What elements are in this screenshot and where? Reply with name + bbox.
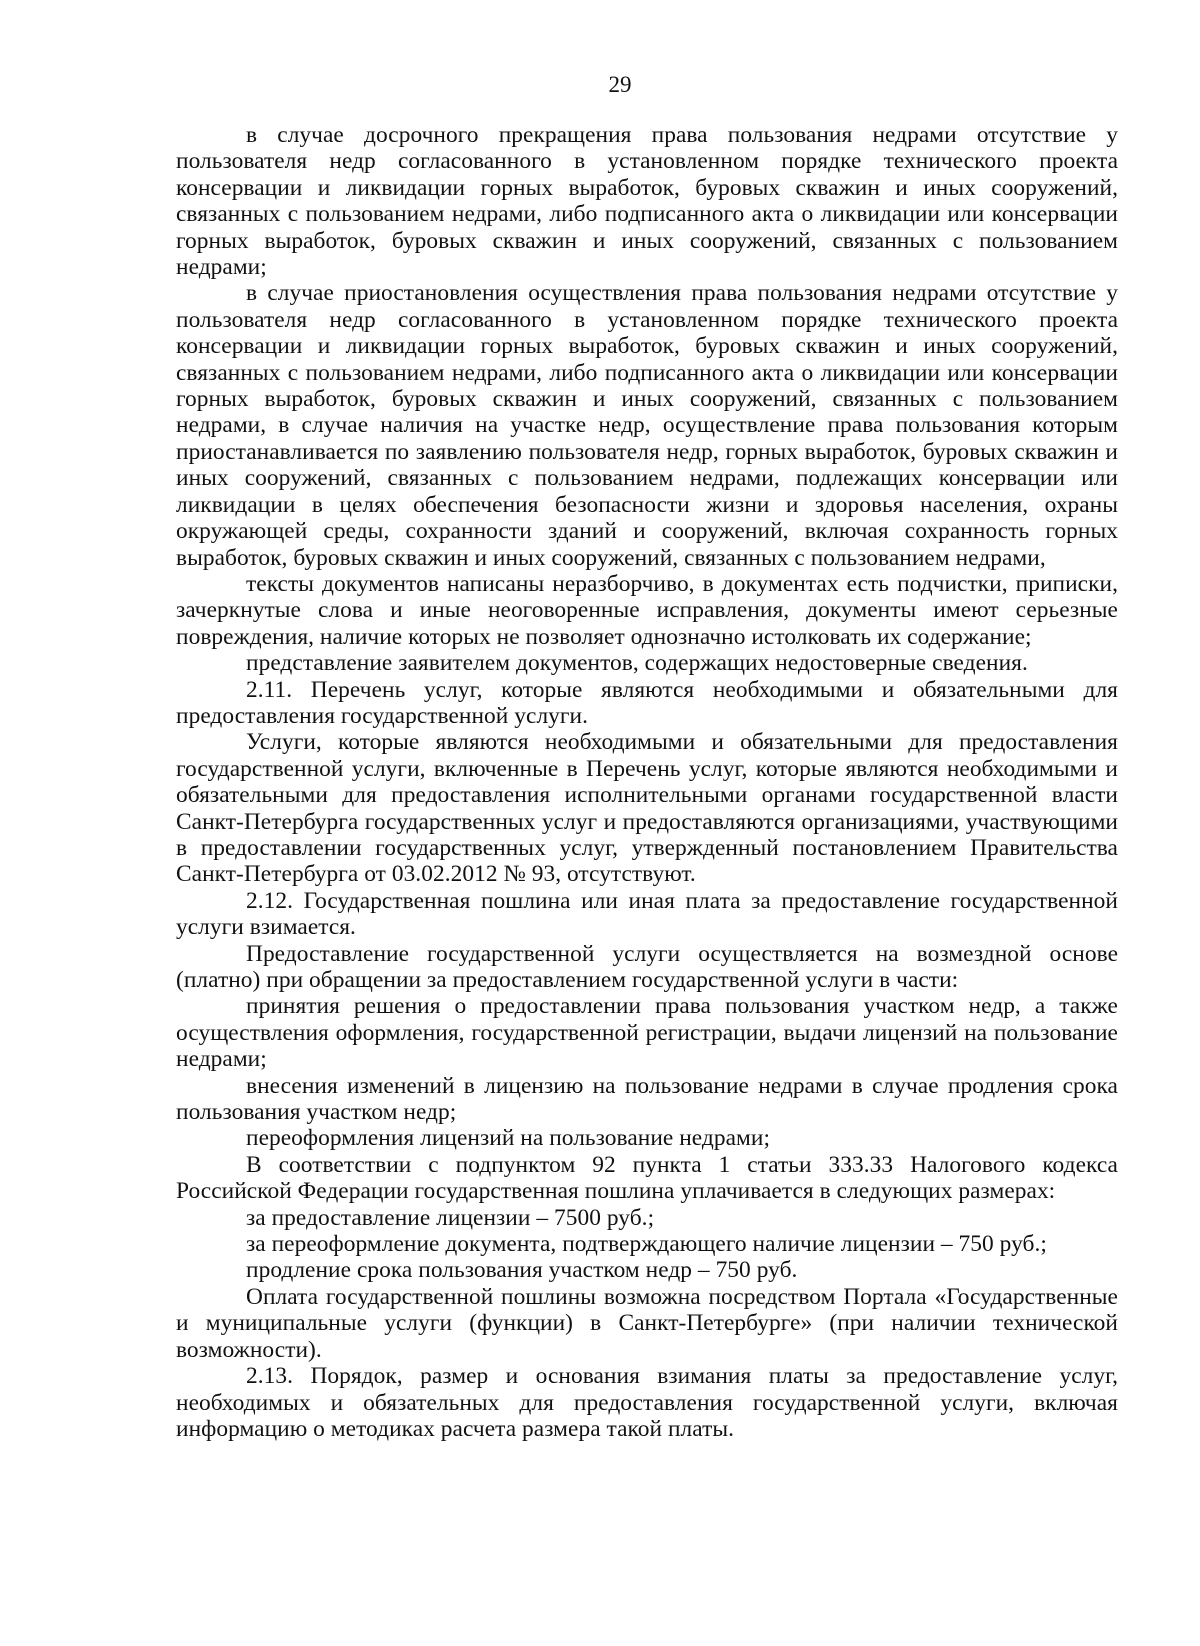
- paragraph: в случае приостановления осуществления права пользования недрами отсутствие у пользователя недр согласованного в установленном порядке технического проекта консервации и ликвидации горных выработок, буровых скважин и иных сооружений, связанных с пользованием недрами, либо подписанного акта о ликвидации или консервации горных выработок, буровых скважин и иных сооружений, связанных с пользованием недрами, в случае наличия на участке недр, осуществление права пользования которым приостанавливается по заявлению пользователя недр, горных выработок, буровых скважин и иных сооружений, связанных с пользованием недрами, подлежащих консервации или ликвидации в целях обеспечения безопасности жизни и здоровья населения, охраны окружающей среды, сохранности зданий и сооружений, включая сохранность горных выработок, буровых скважин и иных сооружений, связанных с пользованием недрами,: [176, 280, 1118, 571]
- paragraph: принятия решения о предоставлении права пользования участком недр, а также осуществления оформления, государственной регистрации, выдачи лицензий на пользование недрами;: [176, 993, 1118, 1073]
- paragraph: тексты документов написаны неразборчиво, в документах есть подчистки, приписки, зачеркнутые слова и иные неоговоренные исправления, документы имеют серьезные повреждения, наличие которых не позволяет однозначно истолковать их содержание;: [176, 570, 1118, 650]
- fee-item: продление срока пользования участком недр – 750 руб.: [246, 1257, 798, 1284]
- page-number: 29: [608, 72, 632, 97]
- paragraph: Предоставление государственной услуги осуществляется на возмездной основе (платно) при обращении за предоставлением государственной услуги в части:: [176, 940, 1118, 993]
- section-heading-2-12: 2.12. Государственная пошлина или иная плата за предоставление государственной услуги взимается.: [176, 887, 1118, 941]
- paragraph: Услуги, которые являются необходимыми и обязательными для предоставления государственной услуги, включенные в Перечень услуг, которые являются необходимыми и обязательными для предоставления исполнительными органами государственной власти Санкт-Петербурга государственных услуг и предоставляются организациями, участвующими в предоставлении государственных услуг, утвержденный постановлением Правительства Санкт-Петербурга от 03.02.2012 № 93, отсутствуют.: [176, 729, 1118, 888]
- paragraph: переоформления лицензий на пользование недрами;: [246, 1125, 771, 1152]
- paragraph: представление заявителем документов, содержащих недостоверные сведения.: [246, 650, 1028, 677]
- paragraph: в случае досрочного прекращения права пользования недрами отсутствие у пользователя недр согласованного в установленном порядке технического проекта консервации и ликвидации горных выработок, буровых скважин и иных сооружений, связанных с пользованием недрами, либо подписанного акта о ликвидации или консервации горных выработок, буровых скважин и иных сооружений, связанных с пользованием недрами;: [176, 122, 1118, 281]
- section-heading-2-13: 2.13. Порядок, размер и основания взимания платы за предоставление услуг, необходимых и обязательных для предоставления государственной услуги, включая информацию о методиках расчета размера такой платы.: [176, 1363, 1118, 1442]
- paragraph: В соответствии с подпунктом 92 пункта 1 статьи 333.33 Налогового кодекса Российской Федерации государственная пошлина уплачивается в следующих размерах:: [176, 1151, 1118, 1205]
- section-heading-2-11: 2.11. Перечень услуг, которые являются необходимыми и обязательными для предоставления государственной услуги.: [176, 676, 1118, 729]
- paragraph: внесения изменений в лицензию на пользование недрами в случае продления срока пользования участком недр;: [176, 1072, 1118, 1126]
- paragraph: Оплата государственной пошлины возможна посредством Портала «Государственные и муниципальные услуги (функции) в Санкт-Петербурге» (при наличии технической возможности).: [176, 1283, 1118, 1363]
- fee-item: за переоформление документа, подтверждающего наличие лицензии – 750 руб.;: [246, 1231, 1047, 1258]
- fee-item: за предоставление лицензии – 7500 руб.;: [246, 1204, 655, 1231]
- document-body: [176, 122, 1118, 1442]
